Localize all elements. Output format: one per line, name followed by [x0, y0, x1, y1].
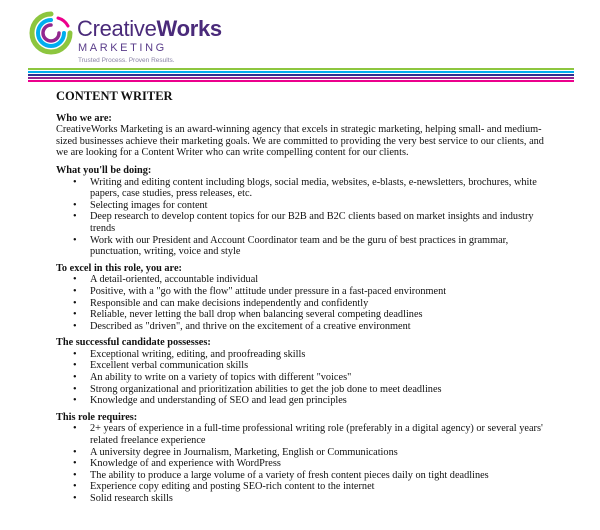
- brand-name: CreativeWorks: [77, 16, 222, 41]
- list-item: • Strong organizational and prioritization abilities to get the job done to meet deadlines: [90, 384, 556, 396]
- stripe-purple: [28, 77, 574, 79]
- list-item: • Solid research skills: [90, 493, 556, 505]
- job-title: CONTENT WRITER: [56, 89, 173, 103]
- who-paragraph: CreativeWorks Marketing is an award-winning agency that excels in strategic marketing, helping small- and medium-sized businesses achieve their marketing goals. We are committed to providing the very best service to our clients, and we are looking for a Content Writer who can write compelling content for our clients.: [56, 124, 544, 159]
- list-item: • Writing and editing content including blogs, social media, websites, e-blasts, e-newsletters, brochures, white papers, case studies, press releases, etc.: [90, 177, 556, 200]
- requires-heading: This role requires:: [56, 411, 138, 423]
- list-item: • A detail-oriented, accountable individual: [90, 274, 556, 286]
- who-heading: Who we are:: [56, 112, 112, 124]
- brand-subtitle: MARKETING: [78, 42, 167, 54]
- list-item: • Exceptional writing, editing, and proofreading skills: [90, 349, 556, 361]
- stripe-magenta: [28, 80, 574, 82]
- stripe-navy: [28, 74, 574, 76]
- color-stripes: [28, 68, 574, 83]
- list-item: • Work with our President and Account Coordinator team and be the guru of best practices in grammar, punctuation, writing, voice and style: [90, 235, 556, 258]
- possesses-heading: The successful candidate possesses:: [56, 337, 211, 349]
- list-item: • Reliable, never letting the ball drop when balancing several competing deadlines: [90, 309, 556, 321]
- requires-list: [56, 423, 556, 504]
- list-item: • Experience copy editing and posting SEO-rich content to the internet: [90, 481, 556, 493]
- list-item: • Deep research to develop content topics for our B2B and B2C clients based on market insights and industry trends: [90, 211, 556, 234]
- excel-list: [56, 274, 556, 332]
- list-item: • Responsible and can make decisions independently and confidently: [90, 298, 556, 310]
- doing-list: [56, 177, 556, 258]
- possesses-list: [56, 349, 556, 407]
- stripe-cyan: [28, 71, 574, 73]
- list-item: • Knowledge of and experience with WordPress: [90, 458, 556, 470]
- list-item: • Positive, with a "go with the flow" attitude under pressure in a fast-paced environment: [90, 286, 556, 298]
- brand-tagline: Trusted Process. Proven Results.: [78, 57, 175, 64]
- excel-heading: To excel in this role, you are:: [56, 262, 182, 274]
- list-item: • The ability to produce a large volume of a variety of fresh content pieces daily on tight deadlines: [90, 470, 556, 482]
- list-item: • Selecting images for content: [90, 200, 556, 212]
- stripe-green: [28, 68, 574, 70]
- list-item: • An ability to write on a variety of topics with different "voices": [90, 372, 556, 384]
- doing-heading: What you'll be doing:: [56, 164, 152, 176]
- list-item: • Described as "driven", and thrive on the excitement of a creative environment: [90, 321, 556, 333]
- company-logo: [28, 10, 288, 66]
- list-item: • Excellent verbal communication skills: [90, 360, 556, 372]
- list-item: • 2+ years of experience in a full-time professional writing role (preferably in a digital agency) or several years' related freelance experience: [90, 423, 556, 446]
- list-item: • Knowledge and understanding of SEO and lead gen principles: [90, 395, 556, 407]
- job-description: [56, 91, 556, 510]
- list-item: • A university degree in Journalism, Marketing, English or Communications: [90, 447, 556, 459]
- logo-swirl-icon: [28, 10, 74, 56]
